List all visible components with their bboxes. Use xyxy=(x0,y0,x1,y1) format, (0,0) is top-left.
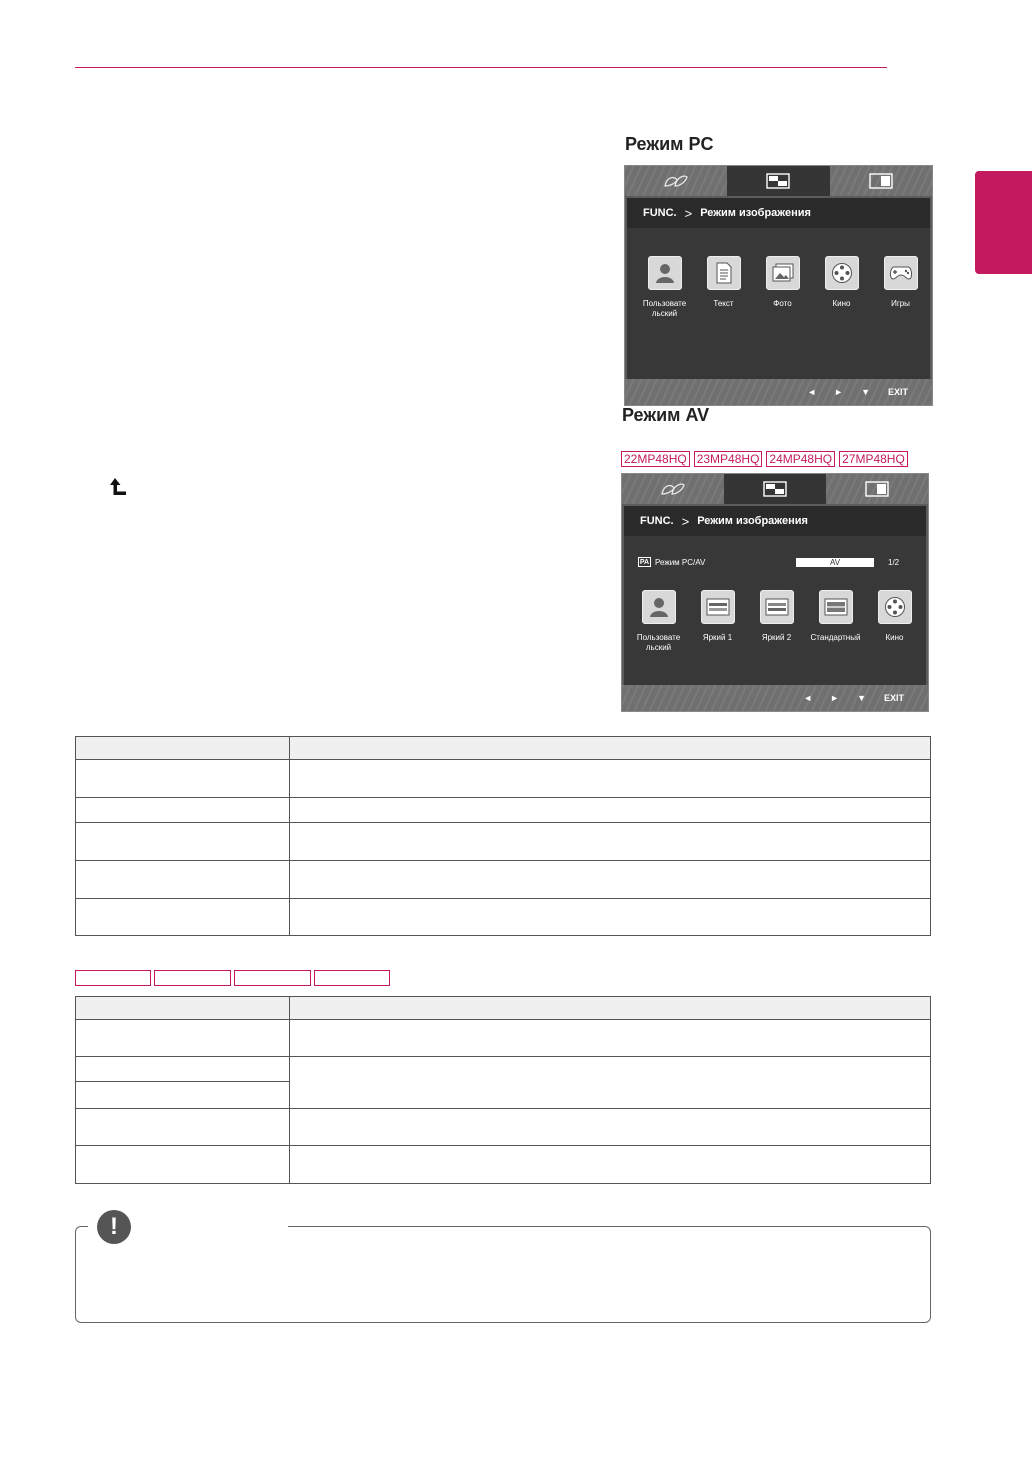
mode-cinema[interactable] xyxy=(812,256,871,319)
mode-label: Пользовате льский xyxy=(642,299,687,318)
mode-label: Игры xyxy=(891,299,910,308)
osd-tab-picture[interactable] xyxy=(724,474,826,504)
model-tag xyxy=(314,970,390,986)
photo-icon xyxy=(766,256,800,290)
pc-av-setting-row[interactable] xyxy=(638,556,912,568)
picture-icon xyxy=(766,173,790,189)
picture-mode-list xyxy=(635,256,930,319)
mode-label: Пользовате льский xyxy=(636,633,681,652)
mode-label: Стандартный xyxy=(810,633,861,642)
exit-button[interactable]: EXIT xyxy=(887,387,908,397)
pc-osd-panel xyxy=(624,165,933,406)
mode-standard[interactable] xyxy=(806,590,865,653)
table-row xyxy=(76,823,931,861)
osd-footer xyxy=(622,685,928,711)
picture-mode-list xyxy=(629,590,924,653)
screen-bars-icon xyxy=(701,590,735,624)
osd-breadcrumb xyxy=(624,506,926,536)
table-row xyxy=(76,899,931,936)
table-row xyxy=(76,861,931,899)
model-tag: 22MP48HQ xyxy=(621,451,690,467)
exclamation-icon: ! xyxy=(97,1210,131,1244)
av-table-model-tags xyxy=(75,970,390,986)
mode-text[interactable] xyxy=(694,256,753,319)
screen-bars-icon xyxy=(760,590,794,624)
table-header-cell xyxy=(76,997,290,1020)
osd-body xyxy=(624,506,926,688)
table-header-cell xyxy=(76,737,290,760)
return-icon xyxy=(110,477,128,497)
screen-bars-icon xyxy=(819,590,853,624)
breadcrumb-separator: > xyxy=(684,205,693,221)
pc-mode-table xyxy=(75,736,931,936)
document-icon xyxy=(707,256,741,290)
mode-cinema[interactable] xyxy=(865,590,924,653)
user-icon xyxy=(648,256,682,290)
mode-user[interactable] xyxy=(635,256,694,319)
film-reel-icon xyxy=(878,590,912,624)
osd-tab-screen[interactable] xyxy=(826,474,928,504)
mode-label: Фото xyxy=(773,299,792,308)
breadcrumb-root: FUNC. xyxy=(640,515,674,527)
note-box xyxy=(75,1213,931,1323)
osd-tab-eco[interactable] xyxy=(622,474,724,504)
model-tag xyxy=(75,970,151,986)
model-tag xyxy=(154,970,231,986)
picture-icon xyxy=(763,481,787,497)
av-mode-table xyxy=(75,996,931,1184)
mode-game[interactable] xyxy=(871,256,930,319)
mode-photo[interactable] xyxy=(753,256,812,319)
right-arrow-button[interactable]: ► xyxy=(830,693,840,703)
osd-tabs xyxy=(622,474,928,504)
av-model-tags xyxy=(621,451,908,467)
table-row xyxy=(76,1109,931,1146)
top-rule xyxy=(75,67,887,68)
osd-tab-screen[interactable] xyxy=(830,166,932,196)
pc-av-page-indicator: 1/2 xyxy=(888,557,900,567)
av-mode-title: Режим AV xyxy=(622,405,710,425)
osd-tab-eco[interactable] xyxy=(625,166,727,196)
down-arrow-button[interactable]: ▼ xyxy=(857,693,866,703)
av-osd-panel xyxy=(621,473,929,712)
pc-mode-title: Режим PC xyxy=(625,134,714,154)
osd-footer xyxy=(625,379,932,405)
user-icon xyxy=(642,590,676,624)
mode-vivid-1[interactable] xyxy=(688,590,747,653)
mode-label: Кино xyxy=(832,299,851,308)
mode-label: Яркий 2 xyxy=(761,633,792,642)
osd-body xyxy=(627,198,930,382)
table-header-cell xyxy=(290,737,931,760)
table-row xyxy=(76,760,931,798)
osd-tabs xyxy=(625,166,932,196)
table-header-row xyxy=(76,997,931,1020)
table-header-cell xyxy=(290,997,931,1020)
table-row xyxy=(76,1020,931,1057)
left-arrow-button[interactable]: ◄ xyxy=(803,693,813,703)
osd-tab-picture[interactable] xyxy=(727,166,829,196)
mode-label: Яркий 1 xyxy=(702,633,733,642)
right-arrow-button[interactable]: ► xyxy=(834,387,844,397)
model-tag: 23MP48HQ xyxy=(694,451,763,467)
pc-av-value[interactable]: AV xyxy=(796,558,874,567)
breadcrumb-current: Режим изображения xyxy=(697,515,808,527)
split-screen-icon xyxy=(869,173,893,189)
film-reel-icon xyxy=(825,256,859,290)
osd-breadcrumb xyxy=(627,198,930,228)
exit-button[interactable]: EXIT xyxy=(883,693,904,703)
breadcrumb-root: FUNC. xyxy=(643,207,677,219)
breadcrumb-current: Режим изображения xyxy=(700,207,811,219)
pc-av-icon: PA xyxy=(639,558,650,566)
table-header-row xyxy=(76,737,931,760)
table-row xyxy=(76,1057,931,1082)
eco-leaf-icon xyxy=(660,482,686,496)
model-tag: 27MP48HQ xyxy=(839,451,908,467)
mode-user[interactable] xyxy=(629,590,688,653)
eco-leaf-icon xyxy=(663,174,689,188)
pc-av-label: Режим PC/AV xyxy=(655,557,706,567)
section-tab-marker xyxy=(975,171,1032,274)
split-screen-icon xyxy=(865,481,889,497)
gamepad-icon xyxy=(884,256,918,290)
model-tag: 24MP48HQ xyxy=(766,451,835,467)
table-row xyxy=(76,798,931,823)
down-arrow-button[interactable]: ▼ xyxy=(861,387,870,397)
model-tag xyxy=(234,970,311,986)
table-row xyxy=(76,1146,931,1184)
left-arrow-button[interactable]: ◄ xyxy=(807,387,817,397)
mode-vivid-2[interactable] xyxy=(747,590,806,653)
mode-label: Текст xyxy=(713,299,734,308)
breadcrumb-separator: > xyxy=(681,513,690,529)
mode-label: Кино xyxy=(885,633,904,642)
